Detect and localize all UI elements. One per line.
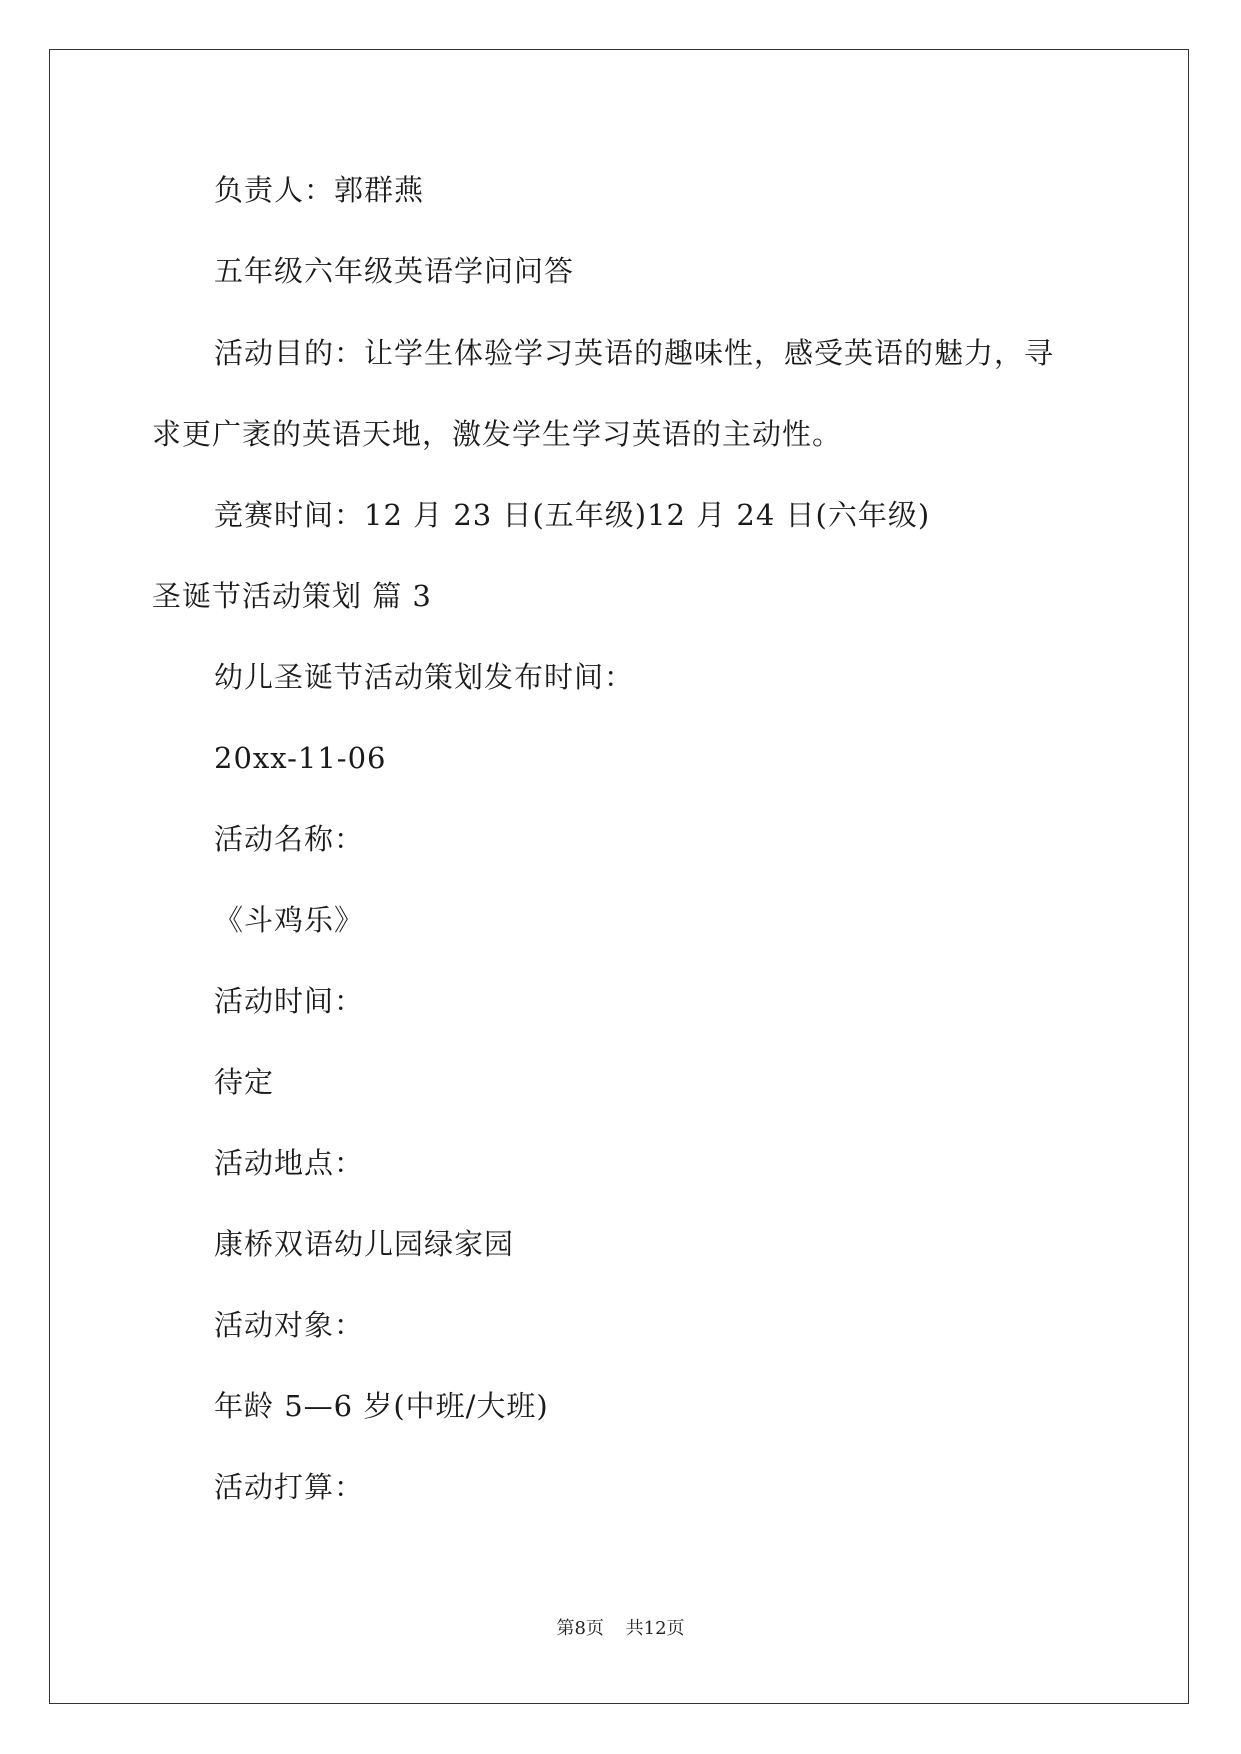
text-line-activity-place-label: 活动地点： bbox=[214, 1146, 365, 1180]
text-line-activity-place: 康桥双语幼儿园绿家园 bbox=[214, 1227, 515, 1261]
section-heading: 圣诞节活动策划 篇 3 bbox=[152, 579, 432, 613]
text-line-publish-date: 20xx-11-06 bbox=[214, 741, 387, 775]
text-line-quiz-title: 五年级六年级英语学问问答 bbox=[214, 254, 575, 288]
page-footer bbox=[0, 1617, 1241, 1641]
text-line-purpose: 活动目的：让学生体验学习英语的趣味性，感受英语的魅力，寻 bbox=[214, 336, 1055, 370]
total-page-count: 共12页 bbox=[625, 1618, 685, 1639]
text-line-activity-plan-label: 活动打算： bbox=[214, 1470, 365, 1504]
text-line-competition-time: 竞赛时间：12 月 23 日(五年级)12 月 24 日(六年级) bbox=[214, 498, 931, 532]
text-line-activity-target: 年龄 5—6 岁(中班/大班) bbox=[214, 1389, 549, 1423]
text-line-purpose-continued: 求更广袤的英语天地，激发学生学习英语的主动性。 bbox=[152, 417, 843, 451]
text-line-activity-time-label: 活动时间： bbox=[214, 984, 365, 1018]
text-line-responsible-person: 负责人：郭群燕 bbox=[214, 173, 425, 207]
text-line-activity-time: 待定 bbox=[214, 1065, 275, 1099]
text-line-activity-name: 《斗鸡乐》 bbox=[214, 903, 365, 937]
text-line-activity-name-label: 活动名称： bbox=[214, 822, 365, 856]
text-line-publish-label: 幼儿圣诞节活动策划发布时间： bbox=[214, 660, 635, 694]
page-border bbox=[49, 49, 1189, 1704]
current-page-number: 第8页 bbox=[556, 1618, 604, 1639]
text-line-activity-target-label: 活动对象： bbox=[214, 1308, 365, 1342]
